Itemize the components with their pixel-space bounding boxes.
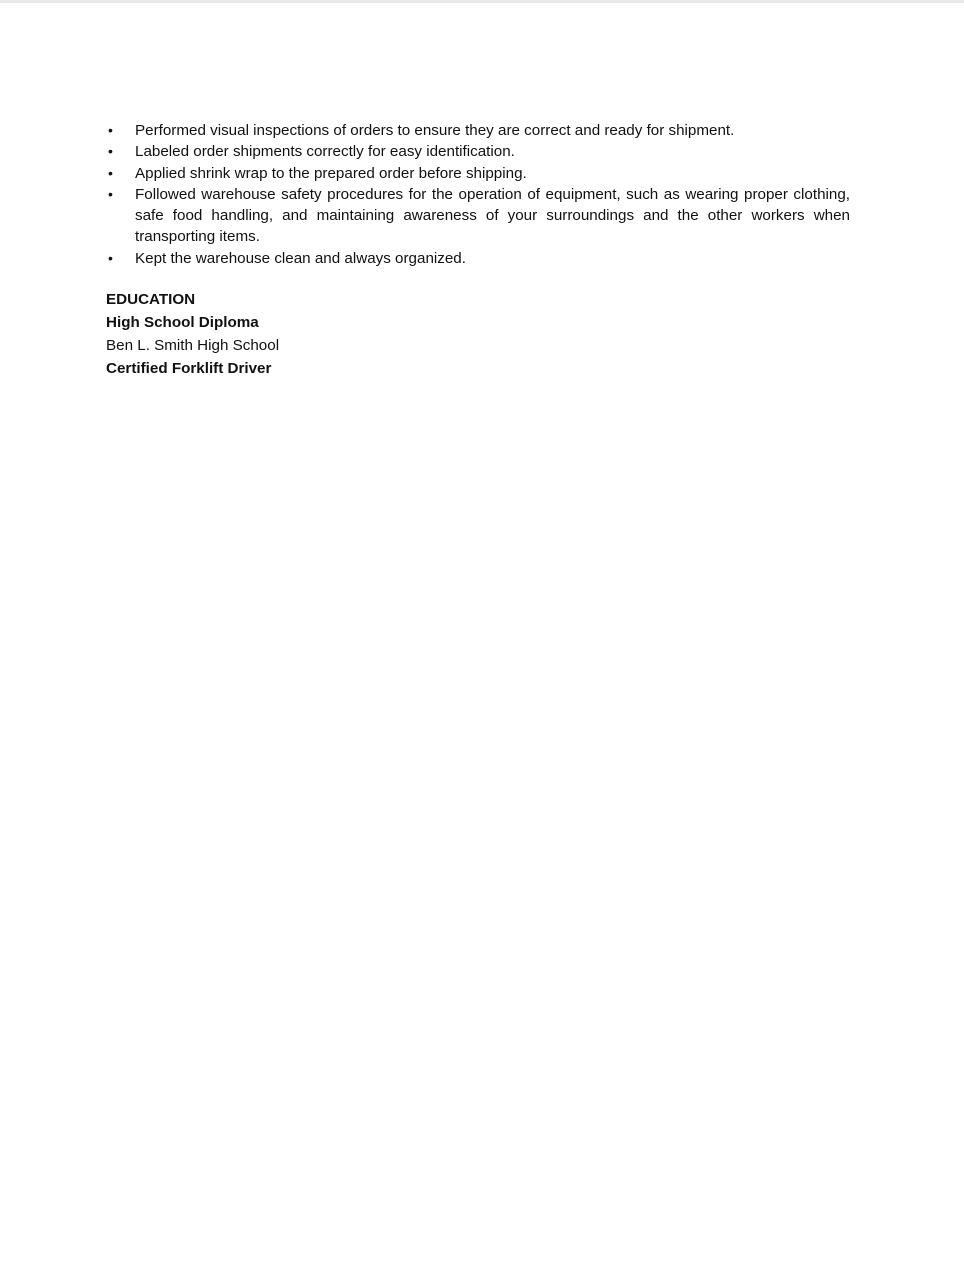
list-item [106, 120, 850, 141]
bullet-text: Followed warehouse safety procedures for the operation of equipment, such as wearing proper clothing, safe food handling, and maintaining awareness of your surroundings and the other workers when transporting items. [135, 185, 850, 246]
bullet-text: Applied shrink wrap to the prepared order before shipping. [135, 164, 527, 182]
bullet-icon: • [108, 185, 113, 202]
bullet-icon: • [108, 122, 113, 138]
degree-title: High School Diploma [106, 314, 259, 332]
school-name: Ben L. Smith High School [106, 337, 280, 355]
bullet-icon: • [108, 143, 113, 160]
bullet-icon: • [108, 164, 113, 181]
bullet-text: Performed visual inspections of orders to ensure they are correct and ready for shipment. [135, 122, 735, 139]
list-item [106, 184, 850, 248]
bullet-text: Kept the warehouse clean and always organized. [135, 249, 466, 267]
education-section [106, 288, 850, 380]
list-item [106, 163, 850, 184]
bullet-text: Labeled order shipments correctly for easy identification. [135, 143, 515, 161]
education-heading: EDUCATION [106, 291, 196, 309]
list-item [106, 141, 850, 162]
page-content [106, 120, 850, 380]
bullet-icon: • [108, 249, 113, 266]
certification-title: Certified Forklift Driver [106, 360, 272, 378]
experience-bullet-list [106, 120, 850, 269]
list-item [106, 248, 850, 269]
